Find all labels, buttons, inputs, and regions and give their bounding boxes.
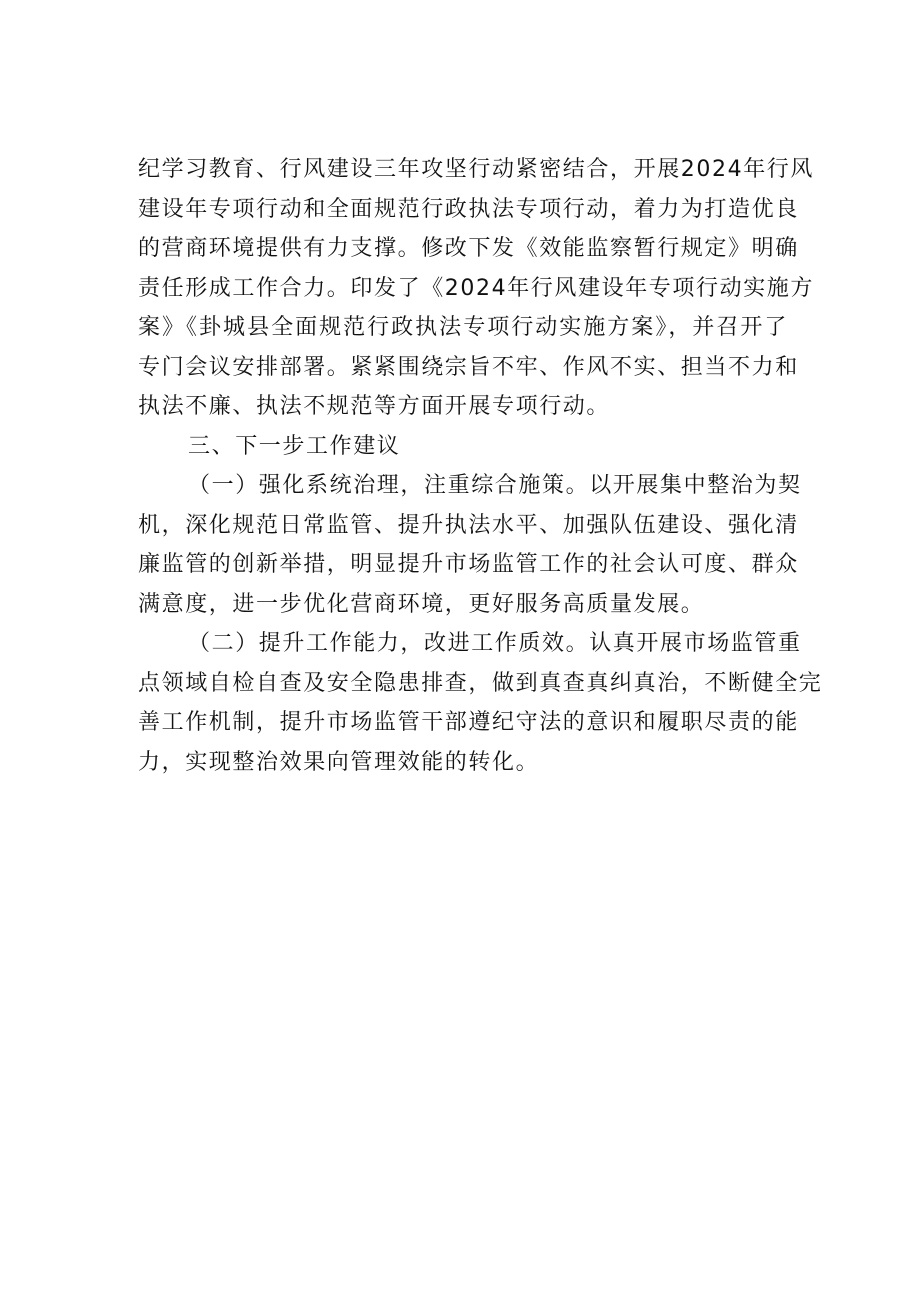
text-line: 责任形成工作合力。印发了《2024年行风建设年专项行动实施方 (138, 275, 814, 301)
text-line: 专门会议安排部署。紧紧围绕宗旨不牢、作风不实、担当不力和 (138, 354, 799, 380)
text-line: 的营商环境提供有力支撑。修改下发《效能监察暂行规定》明确 (138, 236, 799, 261)
paragraph-item-2 (138, 624, 823, 782)
document-body (138, 150, 823, 782)
text-line: 纪学习教育、行风建设三年攻坚行动紧密结合，开展2024年行风 (138, 157, 814, 182)
paragraph-item-1 (138, 466, 802, 624)
text-line: 力，实现整治效果向管理效能的转化。 (138, 749, 540, 775)
text-line: 机，深化规范日常监管、提升执法水平、加强队伍建设、强化清 (138, 512, 799, 538)
heading-text: 三、下一步工作建议 (188, 433, 401, 459)
text-line: 廉监管的创新举措，明显提升市场监管工作的社会认可度、群众 (138, 552, 799, 577)
text-line: 建设年专项行动和全面规范行政执法专项行动，着力为打造优良 (138, 196, 799, 222)
text-line: （一）强化系统治理，注重综合施策。以开展集中整治为契 (188, 473, 802, 498)
text-line: 执法不廉、执法不规范等方面开展专项行动。 (138, 394, 611, 419)
text-line: （二）提升工作能力，改进工作质效。认真开展市场监管重 (188, 631, 802, 656)
paragraph-continuation (138, 150, 814, 427)
section-heading (138, 427, 788, 467)
text-line: 点领域自检自查及安全隐患排查，做到真查真纠真治，不断健全完 (138, 670, 823, 696)
text-line: 满意度，进一步优化营商环境，更好服务高质量发展。 (138, 591, 705, 617)
text-line: 善工作机制，提升市场监管干部遵纪守法的意识和履职尽责的能 (138, 710, 799, 735)
text-line: 案》《卦城县全面规范行政执法专项行动实施方案》，并召开了 (138, 315, 788, 340)
